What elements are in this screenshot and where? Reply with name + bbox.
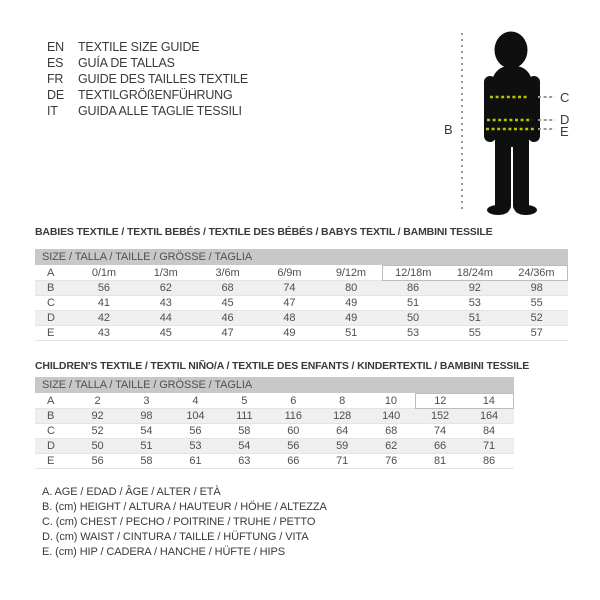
- size-cell: 49: [345, 312, 358, 324]
- size-cell: 92: [91, 410, 104, 422]
- legend-line-age: A. AGE / EDAD / ÂGE / ALTER / ETÀ: [42, 486, 221, 498]
- size-cell: 46: [221, 312, 234, 324]
- language-row-fr: [47, 71, 248, 87]
- table-row-c: [35, 296, 568, 311]
- size-cell: 50: [406, 312, 419, 324]
- row-label: A: [47, 394, 55, 407]
- size-cell: 51: [468, 312, 481, 324]
- language-row-it: [47, 103, 248, 119]
- size-cell: 43: [97, 327, 110, 339]
- size-cell: 49: [345, 297, 358, 309]
- size-cell: 18/24m: [444, 266, 506, 281]
- size-cell: 98: [530, 282, 543, 294]
- size-cell: 8: [339, 394, 346, 407]
- size-cell: 53: [189, 440, 202, 452]
- babies-size-header-band: SIZE / TALLA / TAILLE / GRÖSSE / TAGLIA: [35, 249, 568, 265]
- table-row-d: [35, 311, 568, 326]
- size-cell: 98: [140, 410, 153, 422]
- language-code: FR: [47, 72, 64, 86]
- size-cell: 6/9m: [277, 266, 302, 279]
- size-cell: 56: [91, 455, 104, 467]
- size-cell: 52: [530, 312, 543, 324]
- size-cell: 59: [336, 440, 349, 452]
- language-list: [47, 39, 248, 119]
- size-cell: 56: [189, 425, 202, 437]
- row-label: E: [47, 455, 55, 467]
- size-cell: 66: [434, 440, 447, 452]
- size-cell: 14: [465, 394, 514, 409]
- size-cell: 164: [479, 410, 499, 422]
- size-cell: 48: [283, 312, 296, 324]
- size-cell: 104: [186, 410, 205, 422]
- size-cell: 2: [94, 394, 101, 407]
- language-row-de: [47, 87, 248, 103]
- babies-section-title: BABIES TEXTILE / TEXTIL BEBÉS / TEXTILE DES BÉBÉS / BABYS TEXTIL / BAMBINI TESSILE: [35, 226, 493, 238]
- size-cell: 64: [336, 425, 349, 437]
- size-cell: 47: [221, 327, 234, 339]
- size-cell: 74: [283, 282, 296, 294]
- size-cell: 58: [140, 455, 153, 467]
- table-row-d: [35, 439, 514, 454]
- hip-label: E: [560, 124, 569, 139]
- table-row-a: [35, 266, 568, 281]
- row-label: A: [47, 266, 55, 279]
- size-cell: 68: [385, 425, 398, 437]
- size-cell: 47: [283, 297, 296, 309]
- language-code: ES: [47, 56, 64, 70]
- children-size-header-band: SIZE / TALLA / TAILLE / GRÖSSE / TAGLIA: [35, 377, 514, 393]
- size-cell: 51: [406, 297, 419, 309]
- row-label: D: [47, 312, 55, 324]
- size-cell: 92: [468, 282, 481, 294]
- size-cell: 54: [140, 425, 153, 437]
- chest-label: C: [560, 90, 570, 105]
- size-cell: 152: [431, 410, 450, 422]
- legend-line-chest: C. (cm) CHEST / PECHO / POITRINE / TRUHE / PETTO: [42, 516, 316, 528]
- size-cell: 68: [221, 282, 234, 294]
- size-cell: 24/36m: [506, 266, 568, 281]
- size-cell: 84: [482, 425, 496, 437]
- child-silhouette-icon: [484, 32, 540, 216]
- size-cell: 56: [287, 440, 300, 452]
- size-cell: 55: [468, 327, 481, 339]
- size-cell: 6: [290, 394, 297, 407]
- table-row-e: [35, 326, 568, 341]
- language-title: TEXTILE SIZE GUIDE: [78, 40, 200, 54]
- size-cell: 66: [287, 455, 300, 467]
- size-cell: 41: [97, 297, 110, 309]
- size-cell: 111: [236, 410, 253, 422]
- height-label: B: [444, 122, 453, 137]
- language-title: GUIDE DES TAILLES TEXTILE: [78, 72, 249, 86]
- size-cell: 58: [238, 425, 251, 437]
- size-cell: 76: [385, 455, 398, 467]
- language-row-en: [47, 39, 248, 55]
- language-code: IT: [47, 104, 58, 118]
- size-cell: 57: [530, 327, 543, 339]
- table-row-b: [35, 409, 514, 424]
- size-cell: 53: [406, 327, 419, 339]
- size-cell: 44: [159, 312, 172, 324]
- size-cell: 4: [192, 394, 199, 407]
- size-cell: 43: [159, 297, 172, 309]
- size-cell: 86: [482, 455, 496, 467]
- size-cell: 51: [345, 327, 358, 339]
- children-section-title: CHILDREN'S TEXTILE / TEXTIL NIÑO/A / TEXTILE DES ENFANTS / KINDERTEXTIL / BAMBINI TESSILE: [35, 360, 530, 372]
- size-cell: 45: [221, 297, 234, 309]
- size-cell: 71: [482, 440, 496, 452]
- size-cell: 54: [238, 440, 251, 452]
- size-cell: 0/1m: [91, 266, 116, 279]
- row-label: B: [47, 282, 55, 294]
- language-code: EN: [47, 40, 64, 54]
- table-row-c: [35, 424, 514, 439]
- language-code: DE: [47, 88, 64, 102]
- size-cell: 56: [97, 282, 110, 294]
- size-cell: 62: [159, 282, 172, 294]
- size-cell: 140: [382, 410, 401, 422]
- size-cell: 50: [91, 440, 104, 452]
- size-cell: 9/12m: [335, 266, 366, 279]
- size-cell: 63: [238, 455, 251, 467]
- size-cell: 128: [333, 410, 352, 422]
- size-cell: 45: [159, 327, 172, 339]
- language-title: GUIDA ALLE TAGLIE TESSILI: [78, 104, 242, 118]
- row-label: C: [47, 297, 55, 309]
- size-cell: 62: [385, 440, 398, 452]
- size-cell: 61: [189, 455, 202, 467]
- children-table-grid: [35, 393, 514, 469]
- size-cell: 5: [241, 394, 248, 407]
- size-cell: 55: [530, 297, 543, 309]
- row-label: B: [47, 410, 55, 422]
- table-row-a: [35, 394, 514, 409]
- size-cell: 60: [287, 425, 300, 437]
- row-label: E: [47, 327, 55, 339]
- size-cell: 10: [384, 394, 397, 407]
- babies-table-grid: [35, 265, 568, 341]
- size-cell: 116: [284, 410, 302, 422]
- size-cell: 86: [406, 282, 419, 294]
- size-cell: 12/18m: [382, 266, 444, 281]
- size-cell: 49: [283, 327, 296, 339]
- row-label: C: [47, 425, 55, 437]
- waist-label: D: [560, 112, 570, 127]
- babies-size-table: [35, 249, 568, 341]
- size-cell: 53: [468, 297, 481, 309]
- language-title: GUÍA DE TALLAS: [78, 56, 175, 70]
- size-cell: 52: [91, 425, 104, 437]
- legend-line-waist: D. (cm) WAIST / CINTURA / TAILLE / HÜFTUNG / VITA: [42, 531, 309, 543]
- legend-line-height: B. (cm) HEIGHT / ALTURA / HAUTEUR / HÖHE / ALTEZZA: [42, 501, 327, 513]
- size-cell: 51: [140, 440, 153, 452]
- row-label: D: [47, 440, 55, 452]
- language-title: TEXTILGRÖßENFÜHRUNG: [78, 88, 233, 102]
- size-cell: 71: [336, 455, 349, 467]
- children-size-table: [35, 377, 514, 469]
- size-cell: 81: [434, 455, 447, 467]
- size-cell: 42: [97, 312, 110, 324]
- table-row-e: [35, 454, 514, 469]
- size-cell: 80: [345, 282, 358, 294]
- size-cell: 3: [143, 394, 150, 407]
- measurement-legend: [42, 485, 327, 560]
- label-guide-dashes: [538, 97, 555, 129]
- child-measurement-figure: [428, 5, 600, 227]
- size-cell: 1/3m: [153, 266, 178, 279]
- size-cell: 74: [434, 425, 447, 437]
- table-row-b: [35, 281, 568, 296]
- size-cell: 3/6m: [215, 266, 240, 279]
- language-row-es: [47, 55, 248, 71]
- size-cell: 12: [416, 394, 465, 409]
- legend-line-hip: E. (cm) HIP / CADERA / HANCHE / HÜFTE / HIPS: [42, 546, 285, 558]
